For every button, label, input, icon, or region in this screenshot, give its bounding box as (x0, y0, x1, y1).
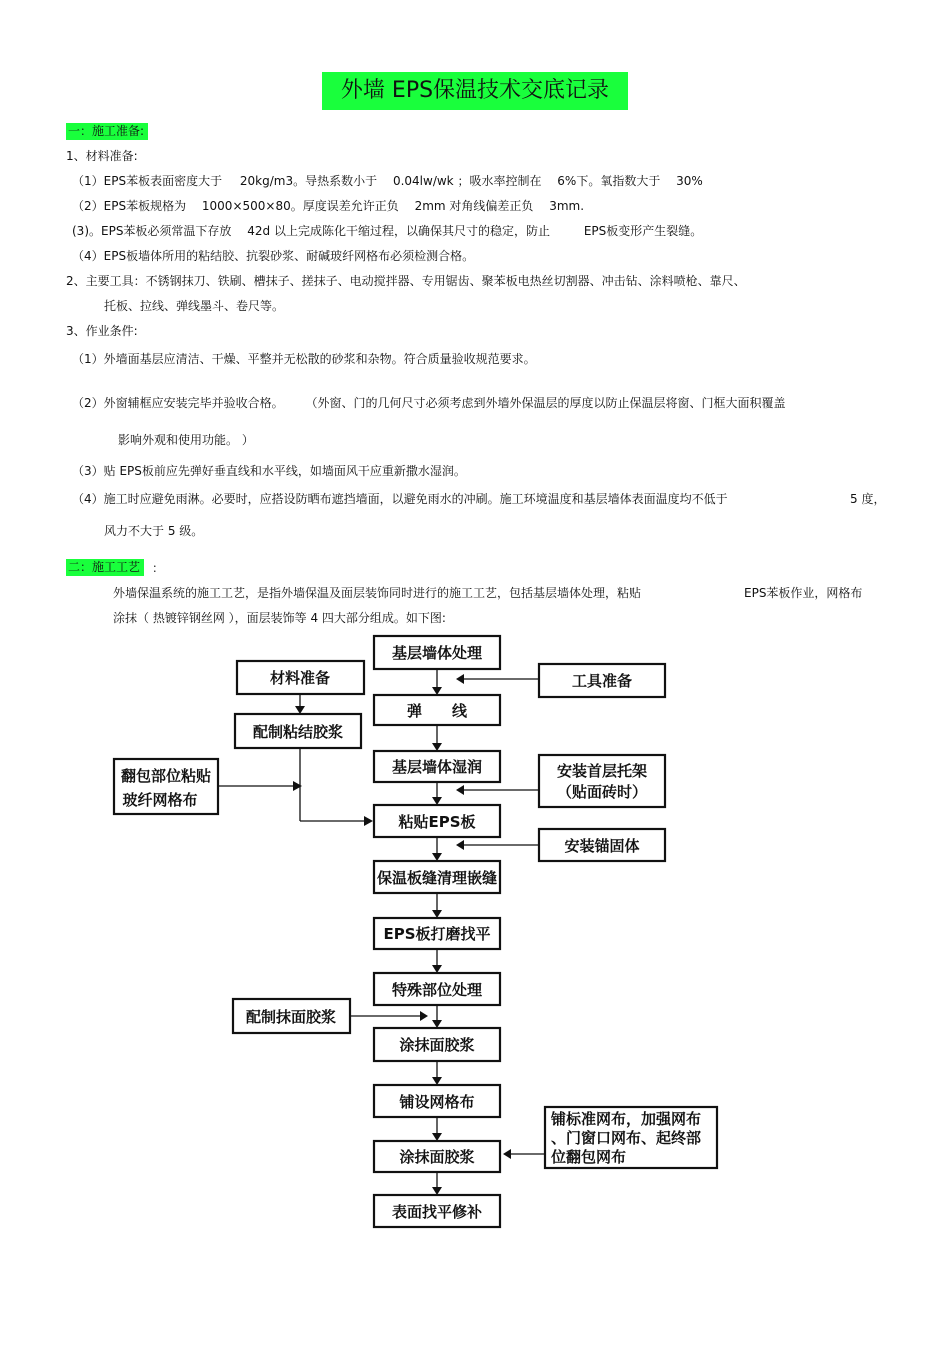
flow-left-mesh-wrap-line1: 翻包部位粘贴 (120, 767, 212, 785)
flow-right-mesh-types-line2: 、门窗口网布、起终部 (551, 1129, 702, 1147)
flow-main-10-label: 涂抹面胶浆 (399, 1148, 475, 1166)
material-1-part-c: 0.04lw/wk ；吸水率控制在 (392, 174, 542, 188)
flow-right-anchor-label: 安装锚固体 (564, 837, 640, 855)
flow-main-11 (374, 1195, 500, 1227)
flow-main-1-label: 基层墙体处理 (391, 644, 483, 662)
flow-main-7-label: 特殊部位处理 (391, 981, 483, 999)
tools-line-1: 2、主要工具：不锈钢抹刀、铁刷、槽抹子、搓抹子、电动搅拌器、专用锯齿、聚苯板电热丝切割器、冲击钻、涂料喷枪、靠尺、 (66, 274, 746, 288)
flow-main-8-label: 涂抹面胶浆 (399, 1036, 475, 1054)
flow-left-material-prep-label: 材料准备 (269, 669, 331, 687)
flow-main-9-label: 铺设网格布 (399, 1093, 475, 1111)
flow-main-9 (374, 1085, 500, 1117)
material-1-part-d: 6%下。氧指数大于 (557, 174, 661, 188)
flow-right-bracket (539, 755, 665, 807)
flow-right-bracket-line2: （贴面砖时） (556, 783, 648, 801)
flow-left-adhesive (235, 714, 361, 748)
condition-2-part-a: （2）外窗辅框应安装完毕并验收合格。 (72, 396, 284, 410)
flow-left-mesh-wrap-line2: 玻纤网格布 (122, 791, 198, 809)
material-item-4: （4）EPS板墙体所用的粘结胶、抗裂砂浆、耐碱玻纤网格布必须检测合格。 (72, 249, 475, 263)
process-para-line-2: 涂抹（ 热镀锌钢丝网 ），面层装饰等 4 四大部分组成。如下图: (113, 611, 446, 625)
condition-item-4-wind: 风力不大于 5 级。 (104, 524, 204, 538)
section-heading-colon: ： (152, 561, 165, 575)
flow-left-adhesive-label: 配制粘结胶浆 (252, 723, 344, 741)
material-2-part-d: 3mm. (549, 199, 585, 213)
flow-main-11-label: 表面找平修补 (391, 1203, 483, 1221)
condition-item-4-temp: 5 度， (850, 492, 886, 506)
material-3-part-c: EPS板变形产生裂缝。 (583, 224, 703, 238)
condition-item-2-continued: 影响外观和使用功能。 ） (118, 433, 254, 447)
condition-item-4: （4）施工时应避免雨淋。必要时，应搭设防晒布遮挡墙面，以避免雨水的冲刷。施工环境温度和基层墙体表面温度均不低于 (72, 492, 728, 506)
materials-title: 1、材料准备: (66, 149, 138, 163)
flow-right-anchor (539, 829, 665, 861)
process-para-line-1: 外墙保温系统的施工工艺，是指外墙保温及面层装饰同时进行的施工工艺，包括基层墙体处理，粘贴 (113, 586, 642, 600)
flow-left-mesh-wrap (114, 759, 218, 814)
flow-main-5-label: 保温板缝清理嵌缝 (376, 869, 498, 887)
flow-left-material-prep (237, 661, 364, 694)
flow-main-3-label: 基层墙体湿润 (391, 758, 483, 776)
flow-right-mesh-types (545, 1107, 717, 1168)
material-1-part-e: 30% (676, 174, 703, 188)
tools-line-2: 托板、拉线、弹线墨斗、卷尺等。 (104, 299, 285, 313)
flow-main-8 (374, 1028, 500, 1061)
material-3-part-a: (3)。EPS苯板必须常温下存放 (72, 224, 232, 238)
material-2-part-a: （2）EPS苯板规格为 (72, 199, 187, 213)
flow-main-6-label: EPS板打磨找平 (383, 925, 491, 943)
condition-item-3: （3）贴 EPS板前应先弹好垂直线和水平线，如墙面风干应重新撒水湿润。 (72, 464, 466, 478)
flow-right-tool-prep-label: 工具准备 (571, 672, 633, 690)
flow-main-3 (374, 751, 500, 782)
flow-main-4 (374, 805, 500, 837)
flow-main-2-label: 弹 线 (406, 702, 468, 720)
flow-main-2 (374, 695, 500, 725)
material-1-part-b: 20kg/m3。导热系数小于 (239, 174, 378, 188)
flow-main-5 (374, 861, 500, 893)
flow-main-1 (374, 636, 500, 669)
conditions-title: 3、作业条件: (66, 324, 138, 338)
section-heading-process: 二：施工工艺 (66, 559, 144, 576)
material-2-part-c: 2mm 对角线偏差正负 (414, 199, 534, 213)
condition-item-1: （1）外墙面基层应清洁、干燥、平整并无松散的砂浆和杂物。符合质量验收规范要求。 (72, 352, 536, 366)
flow-left-finish-mortar-label: 配制抹面胶浆 (245, 1008, 337, 1026)
section-heading-preparation: 一：施工准备: (66, 123, 148, 140)
flow-right-tool-prep (539, 664, 665, 697)
flow-main-4-label: 粘贴EPS板 (398, 813, 476, 831)
flow-right-mesh-types-line1: 铺标准网布，加强网布 (551, 1110, 702, 1128)
flow-main-6 (374, 918, 500, 949)
page-title: 外墙 EPS保温技术交底记录 (322, 72, 628, 110)
flow-right-mesh-types-line3: 位翻包网布 (551, 1148, 627, 1166)
flow-main-10 (374, 1141, 500, 1172)
flow-left-finish-mortar (233, 999, 350, 1033)
process-para-line-1-end: EPS苯板作业，网格布 (744, 586, 863, 600)
flow-main-7 (374, 973, 500, 1005)
material-3-part-b: 42d 以上完成陈化干缩过程，以确保其尺寸的稳定，防止 (247, 224, 550, 238)
flow-right-bracket-line1: 安装首层托架 (556, 762, 648, 780)
material-1-part-a: （1）EPS苯板表面密度大于 (72, 174, 223, 188)
material-2-part-b: 1000×500×80。厚度误差允许正负 (201, 199, 399, 213)
condition-2-part-b: （外窗、门的几何尺寸必须考虑到外墙外保温层的厚度以防止保温层将窗、门框大面积覆盖 (305, 396, 786, 410)
